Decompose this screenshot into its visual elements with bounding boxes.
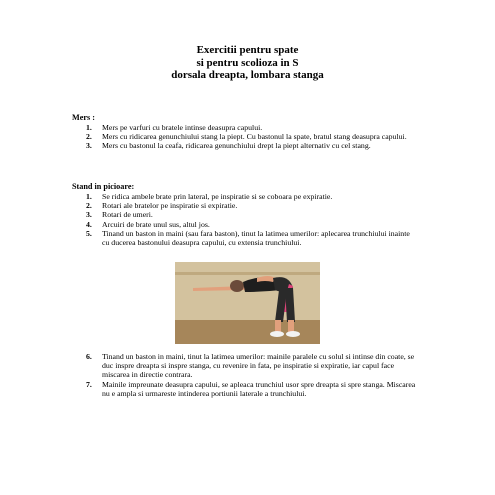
list-item: 1. Mers pe varfuri cu bratele intinse deasupra capului.	[86, 123, 263, 132]
title-line-3: dorsala dreapta, lombara stanga	[171, 69, 324, 81]
page-title	[0, 44, 495, 82]
list-item: 3. Mers cu bastonul la ceafa, ridicarea genunchiului drept la piept alternativ cu cel stang.	[86, 141, 371, 151]
list-item: 2. Mers cu ridicarea genunchiului stang la piept. Cu bastonul la spate, bratul stang deasupra capului.	[86, 132, 407, 142]
list-item: 5. Tinand un baston in maini (sau fara baston), tinut la latimea umerilor: aplecarea trunchiului inainte cu ducerea bastonului deasupra capului, cu extensia trunchiului.	[86, 228, 410, 248]
mers-list	[72, 123, 417, 151]
stand-list-continued	[72, 352, 417, 398]
list-item: 7. Mainile impreunate deasupra capului, se apleaca trunchiul usor spre dreapta si spre stanga. Miscarea nu e ampla si urmareste intinderea portiunii laterale a trunchiului.	[86, 379, 416, 398]
title-line-1: Exercitii pentru spate	[196, 44, 299, 56]
title-line-2: si pentru scolioza in S	[196, 56, 299, 69]
exercise-photo-icon	[175, 262, 320, 344]
stand-list	[72, 192, 417, 247]
list-item: 3. Rotari de umeri.	[86, 210, 153, 220]
list-item: 6. Tinand un baston in maini, tinut la latimea umerilor: mainile paralele cu solul si intinse din coate, se duc inspre dreapta si inspre stanga, cu revenire in fata, pe inspiratie si expiratie, iar capul face miscarea in directie contrara.	[86, 352, 415, 380]
section-heading-stand: Stand in picioare:	[72, 182, 135, 191]
list-item: 4. Arcuiri de brate unul sus, altul jos.	[86, 219, 210, 229]
section-heading-mers: Mers :	[72, 113, 95, 122]
list-item: 1. Se ridica ambele brate prin lateral, pe inspiratie si se coboara pe expiratie.	[86, 192, 333, 201]
list-item: 2. Rotari ale bratelor pe inspiratie si expiratie.	[86, 201, 238, 211]
